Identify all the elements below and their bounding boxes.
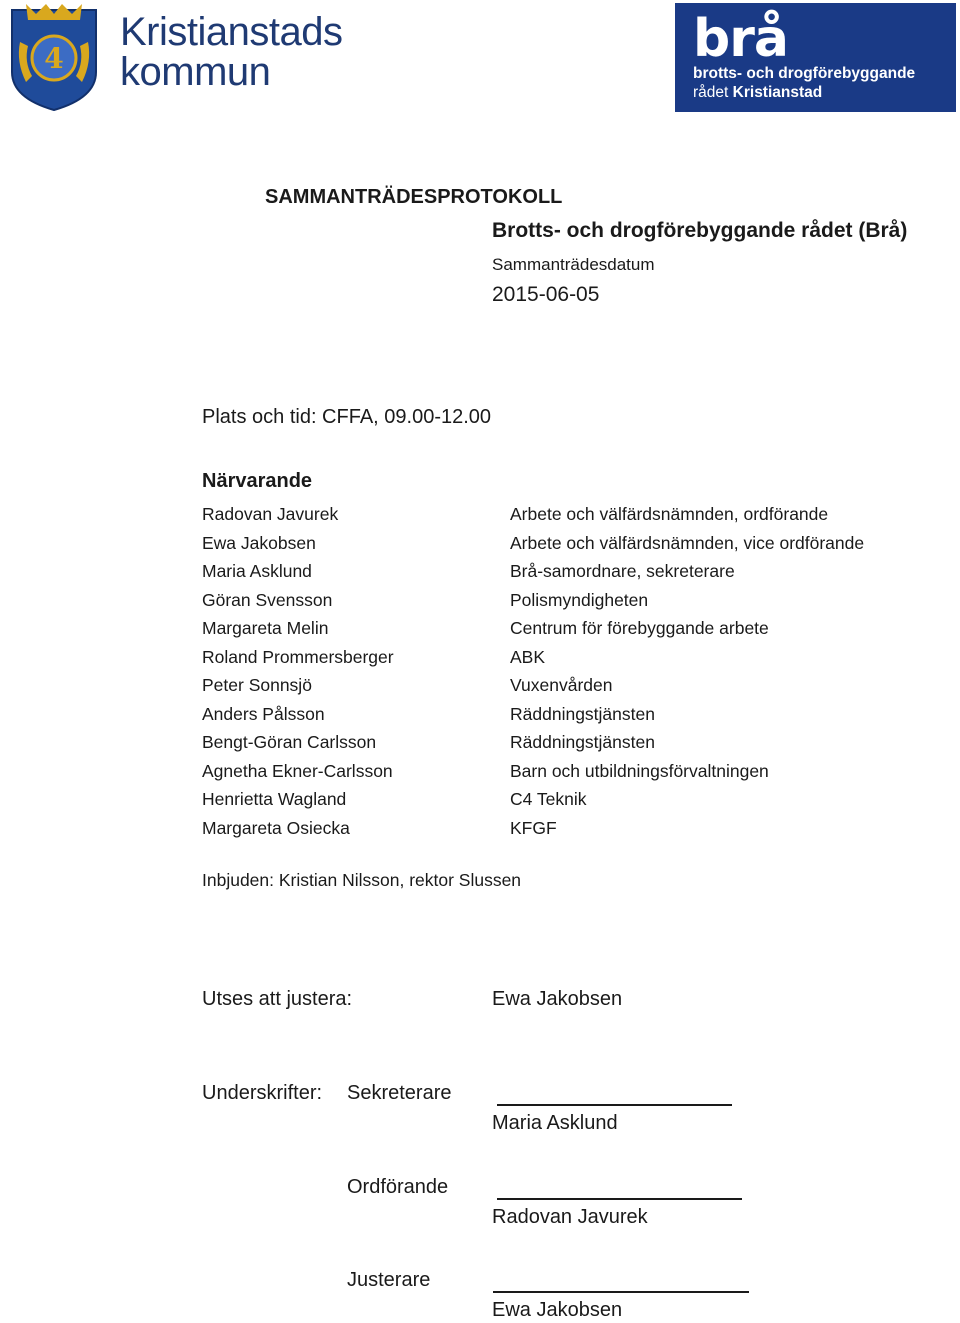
attendee-row [202, 757, 922, 786]
bra-logo-word: brå [693, 9, 788, 69]
attendee-name: Maria Asklund [202, 561, 312, 581]
adjuster-name: Ewa Jakobsen [492, 988, 623, 1010]
attendee-role: Räddningstjänsten [510, 732, 655, 752]
attendee-row [202, 814, 922, 843]
attendee-role: Centrum för förebyggande arbete [510, 618, 769, 638]
attendee-name: Ewa Jakobsen [202, 532, 316, 553]
signature-name-adjuster: Ewa Jakobsen [492, 1299, 623, 1321]
bra-logo-line2 [693, 84, 822, 102]
council-name: Brotts- och drogförebyggande rådet (Brå) [492, 219, 908, 242]
bra-logo-line1: brotts- och drogförebyggande [693, 65, 916, 82]
attendee-row [202, 614, 922, 643]
svg-text:4: 4 [44, 42, 64, 75]
bra-logo-line2-bold: Kristianstad [732, 84, 823, 101]
bra-logo [675, 3, 956, 112]
attendee-role: Brå-samordnare, sekreterare [510, 561, 735, 581]
signature-name-chair: Radovan Javurek [492, 1206, 648, 1228]
invited-guest: Inbjuden: Kristian Nilsson, rektor Slussen [202, 870, 522, 890]
attendee-name: Margareta Osiecka [202, 817, 350, 838]
signature-role-chair: Ordförande [347, 1176, 449, 1198]
attendees-list [202, 500, 922, 842]
attendee-row [202, 728, 922, 757]
coat-of-arms-crest-icon [6, 2, 102, 112]
attendee-role: Räddningstjänsten [510, 703, 655, 724]
attendee-row [202, 557, 922, 586]
attendee-name: Henrietta Wagland [202, 789, 347, 809]
attendee-role: Vuxenvården [510, 675, 613, 695]
attendee-role: ABK [510, 646, 546, 667]
attendee-name: Agnetha Ekner-Carlsson [202, 760, 393, 781]
attendee-name: Bengt-Göran Carlsson [202, 732, 377, 752]
signature-role-secretary: Sekreterare [347, 1082, 452, 1104]
municipality-name-line1: Kristianstads [120, 10, 343, 54]
signature-line-adjuster [493, 1291, 749, 1293]
attendee-name: Margareta Melin [202, 618, 329, 638]
signature-name-secretary: Maria Asklund [492, 1112, 618, 1134]
signature-line-chair [497, 1198, 742, 1200]
attendee-name: Peter Sonnsjö [202, 675, 312, 695]
attendee-role: C4 Teknik [510, 789, 587, 809]
attendee-row [202, 500, 922, 529]
attendee-row [202, 643, 922, 672]
place-and-time: Plats och tid: CFFA, 09.00-12.00 [202, 406, 492, 428]
attendee-row [202, 785, 922, 814]
attendee-role: Polismyndigheten [510, 589, 649, 610]
attendee-row [202, 529, 922, 558]
attendee-role: KFGF [510, 817, 557, 838]
attendee-row [202, 700, 922, 729]
attendee-role: Arbete och välfärdsnämnden, ordförande [510, 504, 829, 524]
attendee-row [202, 671, 922, 700]
meeting-date-value: 2015-06-05 [492, 283, 600, 306]
attendee-role: Barn och utbildningsförvaltningen [510, 760, 769, 781]
attendee-name: Anders Pålsson [202, 703, 325, 724]
signature-role-adjuster: Justerare [347, 1269, 431, 1291]
attendee-name: Roland Prommersberger [202, 646, 394, 667]
attendee-role: Arbete och välfärdsnämnden, vice ordförande [510, 532, 865, 553]
attendee-row [202, 586, 922, 615]
signatures-heading: Underskrifter: [202, 1082, 323, 1104]
meeting-date-label: Sammanträdesdatum [492, 255, 655, 274]
signature-line-secretary [497, 1104, 732, 1106]
bra-logo-line2-prefix: rådet [693, 84, 729, 101]
attendee-name: Radovan Javurek [202, 504, 339, 524]
attendees-heading: Närvarande [202, 470, 313, 492]
adjuster-label: Utses att justera: [202, 988, 353, 1010]
attendee-name: Göran Svensson [202, 589, 333, 610]
municipality-name-line2: kommun [120, 50, 271, 94]
document-title: SAMMANTRÄDESPROTOKOLL [265, 186, 563, 208]
